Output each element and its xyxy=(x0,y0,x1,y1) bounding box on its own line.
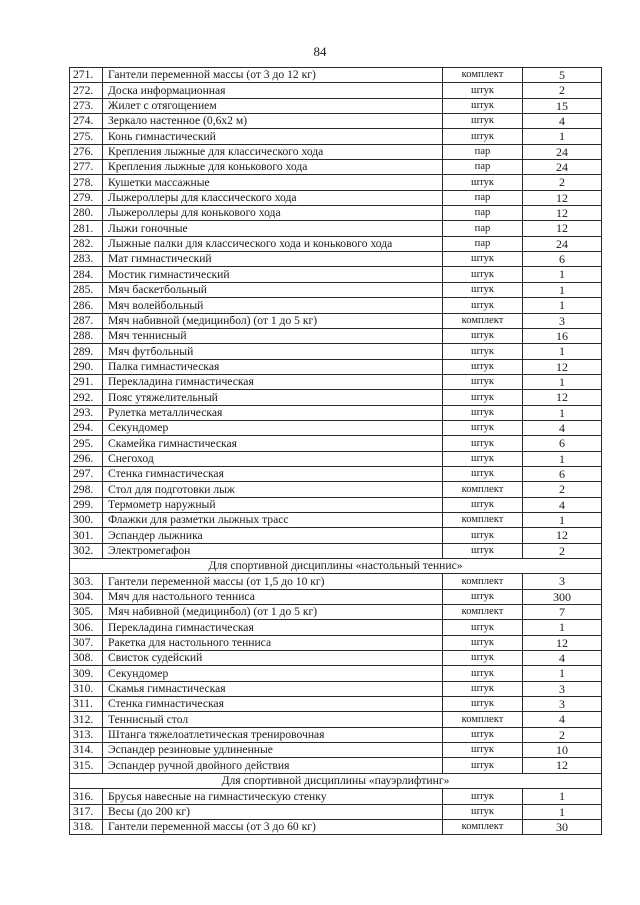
quantity-cell: 24 xyxy=(523,160,602,175)
row-number: 313. xyxy=(70,727,103,742)
table-row xyxy=(70,267,602,282)
item-name: Скамейка гимнастическая xyxy=(103,436,443,451)
item-name: Свисток судейский xyxy=(103,651,443,666)
unit-cell: штук xyxy=(443,528,523,543)
quantity-cell: 1 xyxy=(523,804,602,819)
item-name: Гантели переменной массы (от 3 до 60 кг) xyxy=(103,819,443,834)
row-number: 278. xyxy=(70,175,103,190)
unit-cell: штук xyxy=(443,651,523,666)
item-name: Перекладина гимнастическая xyxy=(103,374,443,389)
item-name: Пояс утяжелительный xyxy=(103,390,443,405)
row-number: 286. xyxy=(70,298,103,313)
quantity-cell: 7 xyxy=(523,605,602,620)
unit-cell: штук xyxy=(443,405,523,420)
quantity-cell: 24 xyxy=(523,144,602,159)
quantity-cell: 12 xyxy=(523,221,602,236)
row-number: 303. xyxy=(70,574,103,589)
unit-cell: штук xyxy=(443,589,523,604)
row-number: 276. xyxy=(70,144,103,159)
item-name: Лыжероллеры для классического хода xyxy=(103,190,443,205)
row-number: 311. xyxy=(70,697,103,712)
row-number: 296. xyxy=(70,451,103,466)
item-name: Рулетка металлическая xyxy=(103,405,443,420)
row-number: 274. xyxy=(70,114,103,129)
quantity-cell: 4 xyxy=(523,497,602,512)
table-row xyxy=(70,144,602,159)
row-number: 284. xyxy=(70,267,103,282)
table-row xyxy=(70,819,602,834)
quantity-cell: 3 xyxy=(523,681,602,696)
unit-cell: штук xyxy=(443,451,523,466)
item-name: Гантели переменной массы (от 1,5 до 10 кг) xyxy=(103,574,443,589)
quantity-cell: 24 xyxy=(523,236,602,251)
item-name: Кушетки массажные xyxy=(103,175,443,190)
unit-cell: штук xyxy=(443,727,523,742)
unit-cell: комплект xyxy=(443,574,523,589)
table-row xyxy=(70,160,602,175)
table-row xyxy=(70,743,602,758)
table-row xyxy=(70,543,602,558)
quantity-cell: 2 xyxy=(523,482,602,497)
table-row xyxy=(70,282,602,297)
item-name: Стол для подготовки лыж xyxy=(103,482,443,497)
unit-cell: штук xyxy=(443,267,523,282)
unit-cell: пар xyxy=(443,221,523,236)
row-number: 275. xyxy=(70,129,103,144)
table-row xyxy=(70,236,602,251)
item-name: Жилет с отягощением xyxy=(103,98,443,113)
item-name: Термометр наружный xyxy=(103,497,443,512)
table-row xyxy=(70,298,602,313)
table-row xyxy=(70,420,602,435)
quantity-cell: 10 xyxy=(523,743,602,758)
row-number: 271. xyxy=(70,68,103,83)
table-row xyxy=(70,497,602,512)
table-body xyxy=(70,68,602,835)
item-name: Стенка гимнастическая xyxy=(103,466,443,481)
unit-cell: штук xyxy=(443,697,523,712)
table-row xyxy=(70,512,602,527)
quantity-cell: 1 xyxy=(523,282,602,297)
row-number: 309. xyxy=(70,666,103,681)
unit-cell: штук xyxy=(443,374,523,389)
row-number: 300. xyxy=(70,512,103,527)
row-number: 317. xyxy=(70,804,103,819)
item-name: Мяч набивной (медицинбол) (от 1 до 5 кг) xyxy=(103,313,443,328)
unit-cell: штук xyxy=(443,98,523,113)
item-name: Крепления лыжные для классического хода xyxy=(103,144,443,159)
row-number: 285. xyxy=(70,282,103,297)
unit-cell: комплект xyxy=(443,605,523,620)
unit-cell: штук xyxy=(443,543,523,558)
section-header: Для спортивной дисциплины «пауэрлифтинг» xyxy=(70,773,602,788)
table-row xyxy=(70,405,602,420)
row-number: 298. xyxy=(70,482,103,497)
row-number: 301. xyxy=(70,528,103,543)
row-number: 282. xyxy=(70,236,103,251)
quantity-cell: 2 xyxy=(523,83,602,98)
row-number: 310. xyxy=(70,681,103,696)
quantity-cell: 300 xyxy=(523,589,602,604)
unit-cell: штук xyxy=(443,497,523,512)
item-name: Зеркало настенное (0,6х2 м) xyxy=(103,114,443,129)
table-row xyxy=(70,190,602,205)
table-row xyxy=(70,129,602,144)
row-number: 273. xyxy=(70,98,103,113)
unit-cell: комплект xyxy=(443,482,523,497)
row-number: 308. xyxy=(70,651,103,666)
table-row xyxy=(70,390,602,405)
quantity-cell: 1 xyxy=(523,512,602,527)
row-number: 318. xyxy=(70,819,103,834)
row-number: 293. xyxy=(70,405,103,420)
unit-cell: комплект xyxy=(443,819,523,834)
row-number: 302. xyxy=(70,543,103,558)
table-row xyxy=(70,83,602,98)
table-row xyxy=(70,313,602,328)
unit-cell: комплект xyxy=(443,712,523,727)
table-row xyxy=(70,681,602,696)
row-number: 288. xyxy=(70,328,103,343)
unit-cell: штук xyxy=(443,666,523,681)
table-row xyxy=(70,666,602,681)
table-row xyxy=(70,359,602,374)
quantity-cell: 15 xyxy=(523,98,602,113)
table-row xyxy=(70,252,602,267)
quantity-cell: 12 xyxy=(523,190,602,205)
quantity-cell: 1 xyxy=(523,789,602,804)
item-name: Палка гимнастическая xyxy=(103,359,443,374)
unit-cell: штук xyxy=(443,466,523,481)
table-row xyxy=(70,436,602,451)
unit-cell: комплект xyxy=(443,313,523,328)
section-header: Для спортивной дисциплины «настольный теннис» xyxy=(70,559,602,574)
item-name: Мяч волейбольный xyxy=(103,298,443,313)
unit-cell: штук xyxy=(443,359,523,374)
row-number: 280. xyxy=(70,206,103,221)
table-row xyxy=(70,466,602,481)
unit-cell: штук xyxy=(443,789,523,804)
table-row xyxy=(70,589,602,604)
table-row xyxy=(70,344,602,359)
row-number: 315. xyxy=(70,758,103,773)
quantity-cell: 16 xyxy=(523,328,602,343)
quantity-cell: 3 xyxy=(523,313,602,328)
table-row xyxy=(70,605,602,620)
quantity-cell: 12 xyxy=(523,758,602,773)
row-number: 289. xyxy=(70,344,103,359)
unit-cell: штук xyxy=(443,344,523,359)
quantity-cell: 4 xyxy=(523,420,602,435)
row-number: 294. xyxy=(70,420,103,435)
quantity-cell: 1 xyxy=(523,620,602,635)
item-name: Электромегафон xyxy=(103,543,443,558)
unit-cell: штук xyxy=(443,743,523,758)
row-number: 291. xyxy=(70,374,103,389)
item-name: Гантели переменной массы (от 3 до 12 кг) xyxy=(103,68,443,83)
quantity-cell: 3 xyxy=(523,574,602,589)
item-name: Мяч футбольный xyxy=(103,344,443,359)
equipment-table xyxy=(69,67,602,835)
quantity-cell: 1 xyxy=(523,405,602,420)
table-row xyxy=(70,697,602,712)
item-name: Флажки для разметки лыжных трасс xyxy=(103,512,443,527)
row-number: 297. xyxy=(70,466,103,481)
table-row xyxy=(70,789,602,804)
table-row xyxy=(70,651,602,666)
table-row xyxy=(70,804,602,819)
section-header-row xyxy=(70,773,602,788)
table-row xyxy=(70,98,602,113)
row-number: 283. xyxy=(70,252,103,267)
row-number: 290. xyxy=(70,359,103,374)
table-row xyxy=(70,482,602,497)
item-name: Стенка гимнастическая xyxy=(103,697,443,712)
unit-cell: штук xyxy=(443,635,523,650)
quantity-cell: 1 xyxy=(523,374,602,389)
row-number: 295. xyxy=(70,436,103,451)
table-row xyxy=(70,712,602,727)
row-number: 287. xyxy=(70,313,103,328)
quantity-cell: 12 xyxy=(523,635,602,650)
unit-cell: штук xyxy=(443,328,523,343)
unit-cell: пар xyxy=(443,190,523,205)
quantity-cell: 4 xyxy=(523,114,602,129)
table-row xyxy=(70,221,602,236)
row-number: 281. xyxy=(70,221,103,236)
item-name: Весы (до 200 кг) xyxy=(103,804,443,819)
unit-cell: штук xyxy=(443,114,523,129)
item-name: Снегоход xyxy=(103,451,443,466)
row-number: 304. xyxy=(70,589,103,604)
unit-cell: штук xyxy=(443,804,523,819)
item-name: Брусья навесные на гимнастическую стенку xyxy=(103,789,443,804)
quantity-cell: 1 xyxy=(523,451,602,466)
table-row xyxy=(70,175,602,190)
unit-cell: штук xyxy=(443,83,523,98)
row-number: 314. xyxy=(70,743,103,758)
item-name: Мяч для настольного тенниса xyxy=(103,589,443,604)
quantity-cell: 3 xyxy=(523,697,602,712)
quantity-cell: 1 xyxy=(523,129,602,144)
item-name: Секундомер xyxy=(103,420,443,435)
unit-cell: штук xyxy=(443,758,523,773)
page-number: 84 xyxy=(313,44,327,59)
unit-cell: комплект xyxy=(443,512,523,527)
table-row xyxy=(70,528,602,543)
table-row xyxy=(70,206,602,221)
item-name: Конь гимнастический xyxy=(103,129,443,144)
item-name: Доска информационная xyxy=(103,83,443,98)
quantity-cell: 12 xyxy=(523,528,602,543)
quantity-cell: 5 xyxy=(523,68,602,83)
unit-cell: комплект xyxy=(443,68,523,83)
table-row xyxy=(70,68,602,83)
unit-cell: пар xyxy=(443,144,523,159)
row-number: 305. xyxy=(70,605,103,620)
unit-cell: пар xyxy=(443,236,523,251)
table-row xyxy=(70,635,602,650)
unit-cell: штук xyxy=(443,252,523,267)
row-number: 279. xyxy=(70,190,103,205)
item-name: Мяч набивной (медицинбол) (от 1 до 5 кг) xyxy=(103,605,443,620)
quantity-cell: 1 xyxy=(523,666,602,681)
row-number: 307. xyxy=(70,635,103,650)
table-row xyxy=(70,620,602,635)
unit-cell: штук xyxy=(443,390,523,405)
row-number: 277. xyxy=(70,160,103,175)
quantity-cell: 12 xyxy=(523,390,602,405)
item-name: Мостик гимнастический xyxy=(103,267,443,282)
item-name: Мат гимнастический xyxy=(103,252,443,267)
unit-cell: штук xyxy=(443,129,523,144)
unit-cell: пар xyxy=(443,160,523,175)
quantity-cell: 6 xyxy=(523,466,602,481)
unit-cell: штук xyxy=(443,436,523,451)
table-row xyxy=(70,328,602,343)
quantity-cell: 2 xyxy=(523,543,602,558)
row-number: 312. xyxy=(70,712,103,727)
item-name: Лыжероллеры для конькового хода xyxy=(103,206,443,221)
item-name: Скамья гимнастическая xyxy=(103,681,443,696)
item-name: Мяч баскетбольный xyxy=(103,282,443,297)
quantity-cell: 1 xyxy=(523,344,602,359)
section-header-row xyxy=(70,559,602,574)
unit-cell: штук xyxy=(443,298,523,313)
quantity-cell: 4 xyxy=(523,651,602,666)
table-row xyxy=(70,758,602,773)
item-name: Теннисный стол xyxy=(103,712,443,727)
row-number: 299. xyxy=(70,497,103,512)
unit-cell: штук xyxy=(443,282,523,297)
quantity-cell: 6 xyxy=(523,436,602,451)
row-number: 292. xyxy=(70,390,103,405)
table-row xyxy=(70,451,602,466)
item-name: Эспандер резиновые удлиненные xyxy=(103,743,443,758)
unit-cell: штук xyxy=(443,420,523,435)
quantity-cell: 2 xyxy=(523,727,602,742)
quantity-cell: 2 xyxy=(523,175,602,190)
table-row xyxy=(70,727,602,742)
item-name: Эспандер ручной двойного действия xyxy=(103,758,443,773)
quantity-cell: 4 xyxy=(523,712,602,727)
quantity-cell: 1 xyxy=(523,298,602,313)
quantity-cell: 12 xyxy=(523,206,602,221)
item-name: Лыжи гоночные xyxy=(103,221,443,236)
table-row xyxy=(70,374,602,389)
table-row xyxy=(70,114,602,129)
unit-cell: пар xyxy=(443,206,523,221)
item-name: Лыжные палки для классического хода и конькового хода xyxy=(103,236,443,251)
quantity-cell: 1 xyxy=(523,267,602,282)
item-name: Ракетка для настольного тенниса xyxy=(103,635,443,650)
unit-cell: штук xyxy=(443,620,523,635)
unit-cell: штук xyxy=(443,175,523,190)
quantity-cell: 12 xyxy=(523,359,602,374)
item-name: Мяч теннисный xyxy=(103,328,443,343)
table-row xyxy=(70,574,602,589)
item-name: Крепления лыжные для конькового хода xyxy=(103,160,443,175)
item-name: Штанга тяжелоатлетическая тренировочная xyxy=(103,727,443,742)
row-number: 316. xyxy=(70,789,103,804)
row-number: 306. xyxy=(70,620,103,635)
quantity-cell: 30 xyxy=(523,819,602,834)
item-name: Перекладина гимнастическая xyxy=(103,620,443,635)
quantity-cell: 6 xyxy=(523,252,602,267)
unit-cell: штук xyxy=(443,681,523,696)
item-name: Эспандер лыжника xyxy=(103,528,443,543)
item-name: Секундомер xyxy=(103,666,443,681)
row-number: 272. xyxy=(70,83,103,98)
